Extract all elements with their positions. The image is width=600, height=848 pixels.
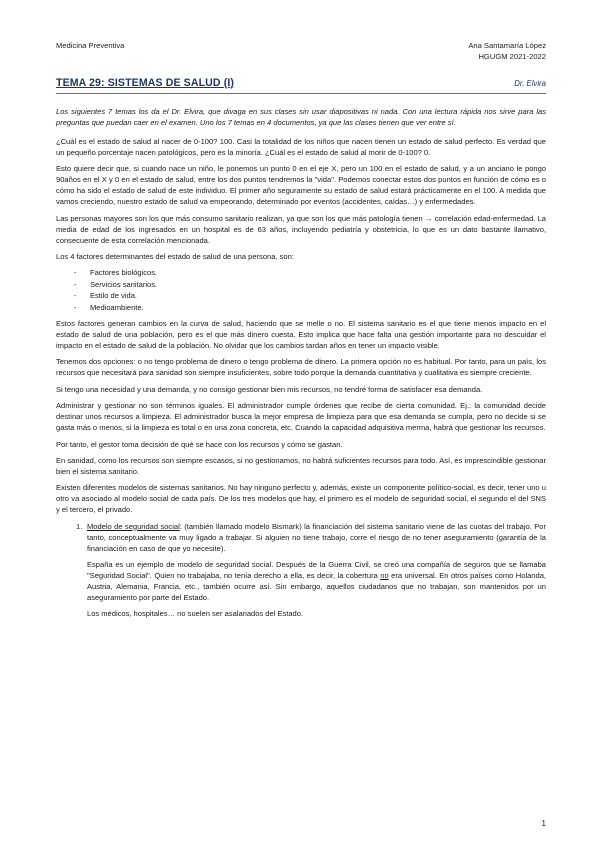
student-name: Ana Santamaría López (468, 41, 546, 50)
factor-text: Medioambiente. (90, 302, 144, 312)
title-divider (56, 93, 546, 94)
course-name: Medicina Preventiva (56, 41, 125, 50)
list-number: 1. (76, 521, 83, 531)
paragraph-1: ¿Cuál es el estado de salud al nacer de 0-100? 100. Casi la totalidad de los niños que nacen tienen un estado de salud perfecto. Es verdad que un pequeño porcentaje nacen patológicos, pero es la minoría. ¿Cuál es el estado de salud al morir de 0-100? 0. (56, 137, 546, 157)
paragraph-10: En sanidad, como los recursos son siempre escasos, si no gestionamos, no habrá suficientes recursos para todo. Así, es imprescindible gestionar bien el sistema sanitario. (56, 456, 546, 476)
model-description (87, 522, 546, 555)
header-right (468, 40, 546, 63)
model-text: : (también llamado modelo Bismark) la financiación del sistema sanitario viene de las cuotas del trabajo. Por tanto, conceptualmente va muy ligado a trabajar. Si alguien no tiene trabajo, corre el riesgo de no tener aseguramiento (garantía de la financiación en caso de que yo necesite). (87, 521, 546, 553)
list-item (56, 268, 546, 279)
factor-text: Estilo de vida. (90, 291, 137, 301)
models-list (56, 522, 546, 621)
paragraph-8: Administrar y gestionar no son términos iguales. El administrador cumple órdenes que recibe de cierta comunidad. Ej.: la comunidad decide destinar unos recursos a limpieza. El administrador busca la mejor empresa de limpieza para que esa demanda se cumpla, pero no decide si se gasta más o menos, si la limpieza es total o en una zona concreta, etc. Cuando la capacidad adquisitiva merma, habrá que gestionar los recursos. (56, 401, 546, 433)
factor-text: Factores biológicos. (90, 268, 158, 278)
paragraph-4: Los 4 factores determinantes del estado de salud de una persona, son: (56, 251, 294, 261)
lecturer-name: Dr. Elvira (514, 78, 546, 88)
paragraph-7: Si tengo una necesidad y una demanda, y no consigo gestionar bien mis recursos, no tendré forma de satisfacer esa demanda. (56, 384, 483, 394)
list-dash: - (74, 291, 77, 301)
list-item (56, 291, 546, 302)
program-name: HGUGM 2021-2022 (478, 52, 546, 62)
title-row (56, 76, 546, 91)
page-number: 1 (541, 819, 546, 828)
emphasis-word: no (380, 570, 389, 580)
paragraph-6: Tenemos dos opciones: o no tengo problema de dinero o tengo problema de dinero. La primera opción no es habitual. Por tanto, para un país, los recursos que necesitará para sanidad son siempre insuficientes, sobre todo porque la demanda cuantitativa y cualitativa es siempre creciente. (56, 357, 546, 378)
paragraph-2: Esto quiere decir que, si cuando nace un niño, le ponemos un punto 0 en el eje X, pero un 100 en el estado de salud, y a un anciano le pongo 90años en el X y 0 en el estado de salud, entre los dos puntos tendremos la "vida". Podemos conectar estos dos puntos en función de cómo es o cómo ha sido el estado de salud de este individuo. El primer año seguramente su estado de salud estará prácticamente en el 100. A medida que vamos creciendo, nuestro estado de salud va empeorando, determinado por eventos (accidentes, caídas…) y enfermedades. (56, 164, 546, 207)
list-dash: - (74, 302, 77, 312)
model-example-text-cont: era universal. En otros países como Holanda, Austria, Alemania, Francia, etc., también ocurre así. Sin embargo, aquellos ciudadanos que no trabajan, son mantenidos por un aseguramiento por parte del Estado. (87, 570, 547, 602)
intro-paragraph: Los siguientes 7 temas los da el Dr. Elvira, que divaga en sus clases sin usar diapositivas ni nada. Con una lectura rápida nos sirve para las preguntas que puedan caer en el examen. Uno los 7 temas en 4 documentos, ya que las clases tienen que ver entre sí. (56, 107, 546, 128)
list-item (56, 303, 546, 314)
paragraph-5: Estos factores generan cambios en la curva de salud, haciendo que se melle o no. El sistema sanitario es el que tiene menos impacto en el estado de salud de una población, pero es el que más dinero cuesta. Esto implica que hace falta una gestión importante para no descuidar el impacto en el estado de salud de la población. No olvidar que los cambios tardan años en tener un impacto visible. (56, 319, 546, 351)
page-header (56, 40, 546, 63)
model-note-paragraph: Los médicos, hospitales… no suelen ser asalariados del Estado. (87, 609, 304, 619)
model-example-text: España es un ejemplo de modelo de seguridad social. Después de la Guerra Civil, se creó una compañía de seguros que se llamaba "Seguridad Social". Quien no trabajaba, no tenía derecho a ella, es decir, la cobertura (87, 560, 546, 580)
list-item (56, 280, 546, 291)
factor-text: Servicios sanitarios. (90, 279, 158, 289)
paragraph-9: Por tanto, el gestor toma decisión de qué se hace con los recursos y cómo se gastan. (56, 439, 343, 449)
factors-list (56, 268, 546, 313)
paragraph-3: Las personas mayores son los que más consumo sanitario realizan, ya que son los que más patología tienen → correlación edad-enfermedad. La media de edad de los ingresados en un hospital es de 63 años, incluyendo pediatría y obstetricia, lo que es un dato bastante llamativo, consecuente de esta correlación mencionada. (56, 213, 546, 245)
page-title: TEMA 29: SISTEMAS DE SALUD (I) (56, 76, 235, 89)
list-dash: - (74, 268, 77, 278)
model-example-paragraph (87, 560, 546, 604)
list-item (56, 522, 546, 621)
model-name: Modelo de seguridad social (87, 521, 180, 531)
list-dash: - (74, 279, 77, 289)
paragraph-11: Existen diferentes modelos de sistemas sanitarios. No hay ninguno perfecto y, además, existe un componente político-social, es decir, tener uno u otro va asociado al modelo social de cada país. De los tres modelos que hay, el primero es el modelo de seguridad social, el segundo el del SNS y el tercero, el privado. (56, 483, 546, 515)
